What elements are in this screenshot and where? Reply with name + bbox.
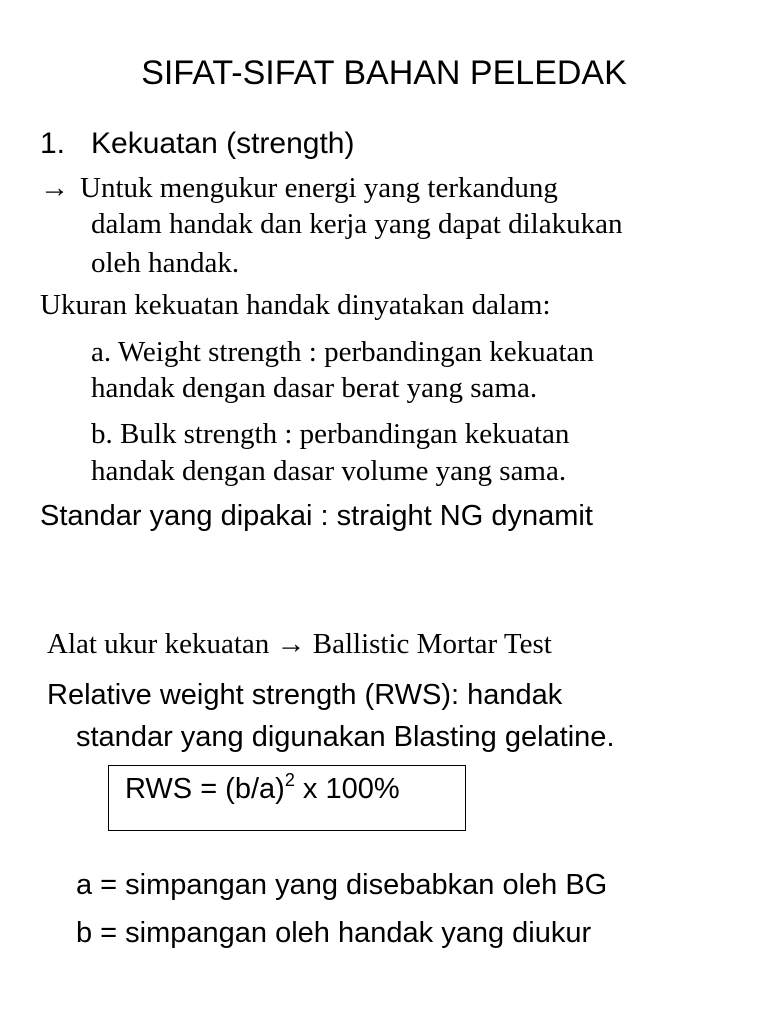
item-b-line-2: handak dengan dasar volume yang sama. [91,455,567,487]
definition-line-2: dalam handak dan kerja yang dapat dilakukan [91,208,623,240]
tool-text: Alat ukur kekuatan → Ballistic Mortar Test [47,628,552,660]
formula [125,770,400,805]
measure-intro: Ukuran kekuatan handak dinyatakan dalam: [40,289,551,321]
section-number: 1. [40,127,66,160]
formula-rhs: x 100% [294,773,400,805]
definition-line-1: Untuk mengukur energi yang terkandung [80,172,558,204]
variable-b: b = simpangan oleh handak yang diukur [76,917,592,949]
rws-line-1: Relative weight strength (RWS): handak [47,679,563,711]
standard-text: Standar yang dipakai : straight NG dynamit [40,500,593,532]
formula-lhs: RWS = (b/a) [125,773,285,805]
item-a-line-1: a. Weight strength : perbandingan kekuatan [91,336,594,368]
arrow-icon: → [40,172,69,204]
variable-a: a = simpangan yang disebabkan oleh BG [76,869,608,901]
page-title: SIFAT-SIFAT BAHAN PELEDAK [141,54,627,92]
item-a-line-2: handak dengan dasar berat yang sama. [91,372,538,404]
formula-exponent: 2 [284,770,295,790]
item-b-line-1: b. Bulk strength : perbandingan kekuatan [91,418,570,450]
section-heading: Kekuatan (strength) [91,127,355,160]
definition-line-3: oleh handak. [91,247,240,279]
rws-line-2: standar yang digunakan Blasting gelatine. [76,721,615,753]
formula-box [108,765,466,831]
